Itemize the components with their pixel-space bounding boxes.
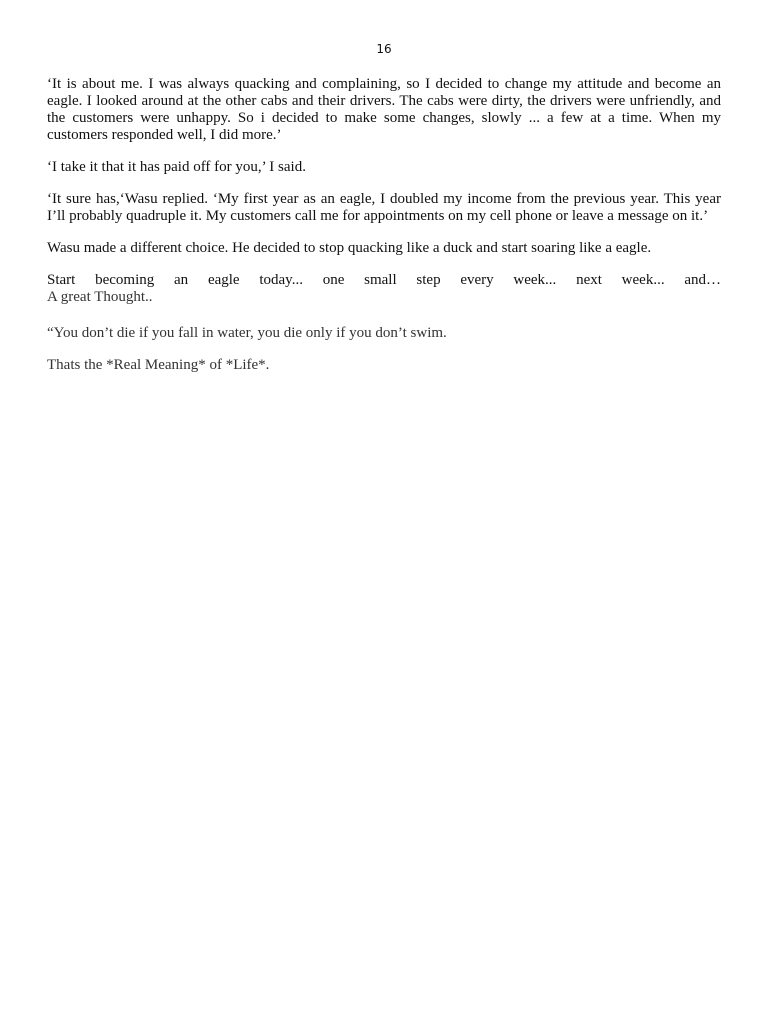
paragraph-paid-off: ‘I take it that it has paid off for you,’ I said. [47, 159, 306, 175]
paragraph-wasu-reply: ‘It sure has,‘Wasu replied. ‘My first year as an eagle, I doubled my income from the previous year. This year I’ll probably quadruple it. My customers call me for appointments on my cell phone or leave a message on it.’ [47, 191, 721, 224]
great-thought-line: A great Thought.. [47, 289, 153, 305]
page-body [47, 76, 721, 389]
page-number: 16 [376, 42, 392, 56]
paragraph-quote-swim: “You don’t die if you fall in water, you die only if you don’t swim. [47, 325, 447, 341]
paragraph-attitude: ‘It is about me. I was always quacking and complaining, so I decided to change my attitude and become an eagle. I looked around at the other cabs and their drivers. The cabs were dirty, the drivers were unfriendly, and the customers were unhappy. So i decided to make some changes, slowly ... a few at a time. When my customers responded well, I did more.’ [47, 76, 721, 143]
start-becoming-line: Start becoming an eagle today... one small step every week... next week... and… [47, 272, 721, 288]
paragraph-different-choice: Wasu made a different choice. He decided to stop quacking like a duck and start soaring like a eagle. [47, 240, 652, 256]
spacer [47, 306, 721, 325]
paragraph-real-meaning: Thats the *Real Meaning* of *Life*. [47, 357, 270, 373]
paragraph-start-becoming [47, 272, 721, 306]
